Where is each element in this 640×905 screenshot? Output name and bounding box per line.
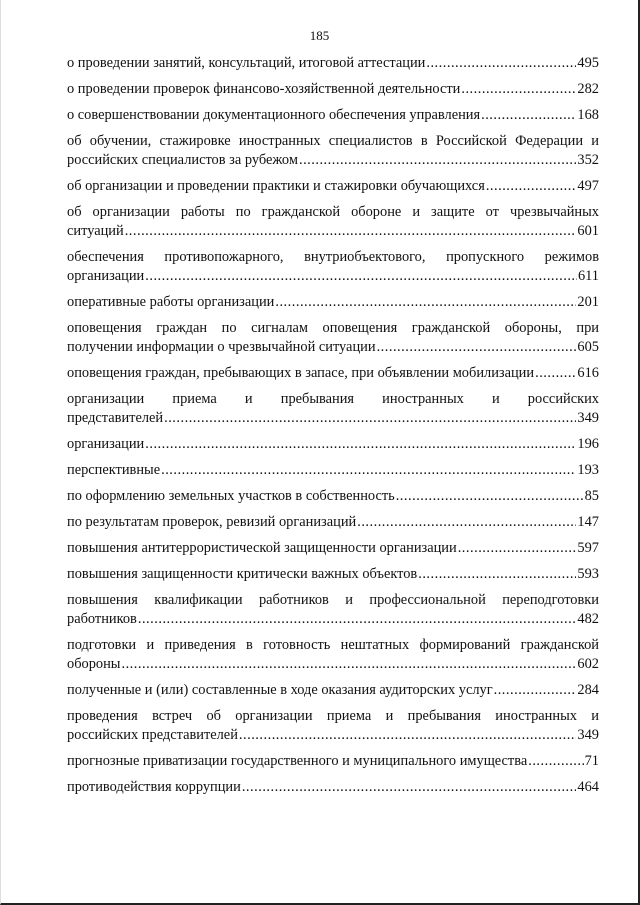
dot-leader — [161, 461, 576, 480]
entry-page-number: 605 — [577, 339, 599, 355]
index-entry — [67, 513, 599, 532]
index-entry — [67, 591, 599, 629]
index-entry — [67, 539, 599, 558]
entry-text: перспективные — [67, 462, 161, 478]
index-entry — [67, 487, 599, 506]
entry-text-line: проведения встреч об организации приема и пребывания иностранных и — [67, 708, 599, 724]
index-entry — [67, 54, 599, 73]
dot-leader — [299, 151, 576, 170]
entry-text-line: организации — [67, 268, 145, 284]
index-entry — [67, 203, 599, 241]
entry-text: о проведении проверок финансово-хозяйственной деятельности — [67, 81, 461, 97]
dot-leader — [138, 610, 577, 629]
entry-page-number: 193 — [577, 462, 599, 478]
entry-text-line: повышения квалификации работников и профессиональной переподготовки — [67, 592, 599, 608]
index-entry — [67, 681, 599, 700]
index-entry — [67, 364, 599, 383]
entry-page-number: 201 — [577, 294, 599, 310]
entry-text: оперативные работы организации — [67, 294, 275, 310]
dot-leader — [145, 435, 576, 454]
entry-page-number: 495 — [577, 55, 599, 71]
entry-text: повышения защищенности критически важных объектов — [67, 566, 418, 582]
entry-page-number: 282 — [577, 81, 599, 97]
entry-page-number: 602 — [577, 656, 599, 672]
dot-leader — [357, 513, 576, 532]
dot-leader — [396, 487, 584, 506]
index-entry — [67, 390, 599, 428]
entry-text: о проведении занятий, консультаций, итоговой аттестации — [67, 55, 426, 71]
entry-text-line: обороны — [67, 656, 121, 672]
index-entry — [67, 132, 599, 170]
entry-page-number: 168 — [577, 107, 599, 123]
entry-text-line: организации приема и пребывания иностранных и российских — [67, 391, 599, 407]
entry-text-line: работников — [67, 611, 137, 627]
entry-text-line: российских специалистов за рубежом — [67, 152, 298, 168]
dot-leader — [458, 539, 577, 558]
entry-text: противодействия коррупции — [67, 779, 241, 795]
dot-leader — [275, 293, 576, 312]
dot-leader — [418, 565, 576, 584]
page-number: 185 — [309, 28, 330, 43]
dot-leader — [486, 177, 577, 196]
entry-text-line: оповещения граждан по сигналам оповещения гражданской обороны, при — [67, 320, 599, 336]
entry-text: прогнозные приватизации государственного и муниципального имущества — [67, 753, 528, 769]
entry-page-number: 464 — [577, 779, 599, 795]
dot-leader — [239, 726, 577, 745]
index-entry — [67, 707, 599, 745]
dot-leader — [535, 364, 576, 383]
entry-page-number: 284 — [577, 682, 599, 698]
entry-page-number: 482 — [577, 611, 599, 627]
index-entry — [67, 319, 599, 357]
dot-leader — [461, 80, 576, 99]
entry-text-line: получении информации о чрезвычайной ситуации — [67, 339, 376, 355]
entry-text: об организации и проведении практики и стажировки обучающихся — [67, 178, 485, 194]
index-entry — [67, 435, 599, 454]
entry-page-number: 85 — [584, 488, 599, 504]
entry-page-number: 352 — [577, 152, 599, 168]
index-entry — [67, 565, 599, 584]
entry-page-number: 497 — [577, 178, 599, 194]
entry-text: повышения антитеррористической защищенности организации — [67, 540, 457, 556]
entry-page-number: 597 — [577, 540, 599, 556]
dot-leader — [121, 655, 576, 674]
entry-page-number: 616 — [577, 365, 599, 381]
dot-leader — [426, 54, 576, 73]
dot-leader — [164, 409, 576, 428]
dot-leader — [377, 338, 577, 357]
dot-leader — [242, 778, 577, 797]
entry-page-number: 601 — [577, 223, 599, 239]
entry-page-number: 196 — [577, 436, 599, 452]
entry-text: по результатам проверок, ревизий организаций — [67, 514, 357, 530]
entry-page-number: 611 — [577, 268, 599, 284]
entry-text-line: российских представителей — [67, 727, 238, 743]
dot-leader — [494, 681, 577, 700]
index-entry — [67, 106, 599, 125]
dot-leader — [125, 222, 577, 241]
entry-text-line: представителей — [67, 410, 164, 426]
dot-leader — [145, 267, 577, 286]
index-entry — [67, 177, 599, 196]
index-entry — [67, 461, 599, 480]
entry-page-number: 71 — [584, 753, 599, 769]
index-entries — [67, 54, 599, 804]
index-entry — [67, 293, 599, 312]
entry-text-line: об организации работы по гражданской обороне и защите от чрезвычайных — [67, 204, 599, 220]
entry-text: о совершенствовании документационного обеспечения управления — [67, 107, 481, 123]
index-entry — [67, 752, 599, 771]
entry-page-number: 349 — [577, 727, 599, 743]
index-entry — [67, 778, 599, 797]
entry-text-line: обеспечения противопожарного, внутриобъектового, пропускного режимов — [67, 249, 599, 265]
entry-text: по оформлению земельных участков в собственность — [67, 488, 395, 504]
index-entry — [67, 80, 599, 99]
entry-page-number: 349 — [577, 410, 599, 426]
entry-text: организации — [67, 436, 145, 452]
entry-text-line: ситуаций — [67, 223, 124, 239]
entry-text: оповещения граждан, пребывающих в запасе, при объявлении мобилизации — [67, 365, 535, 381]
dot-leader — [481, 106, 576, 125]
index-entry — [67, 248, 599, 286]
index-entry — [67, 636, 599, 674]
entry-text-line: подготовки и приведения в готовность нештатных формирований гражданской — [67, 637, 599, 653]
entry-text-line: об обучении, стажировке иностранных специалистов в Российской Федерации и — [67, 133, 599, 149]
entry-text: полученные и (или) составленные в ходе оказания аудиторских услуг — [67, 682, 493, 698]
dot-leader — [528, 752, 583, 771]
entry-page-number: 593 — [577, 566, 599, 582]
entry-page-number: 147 — [577, 514, 599, 530]
